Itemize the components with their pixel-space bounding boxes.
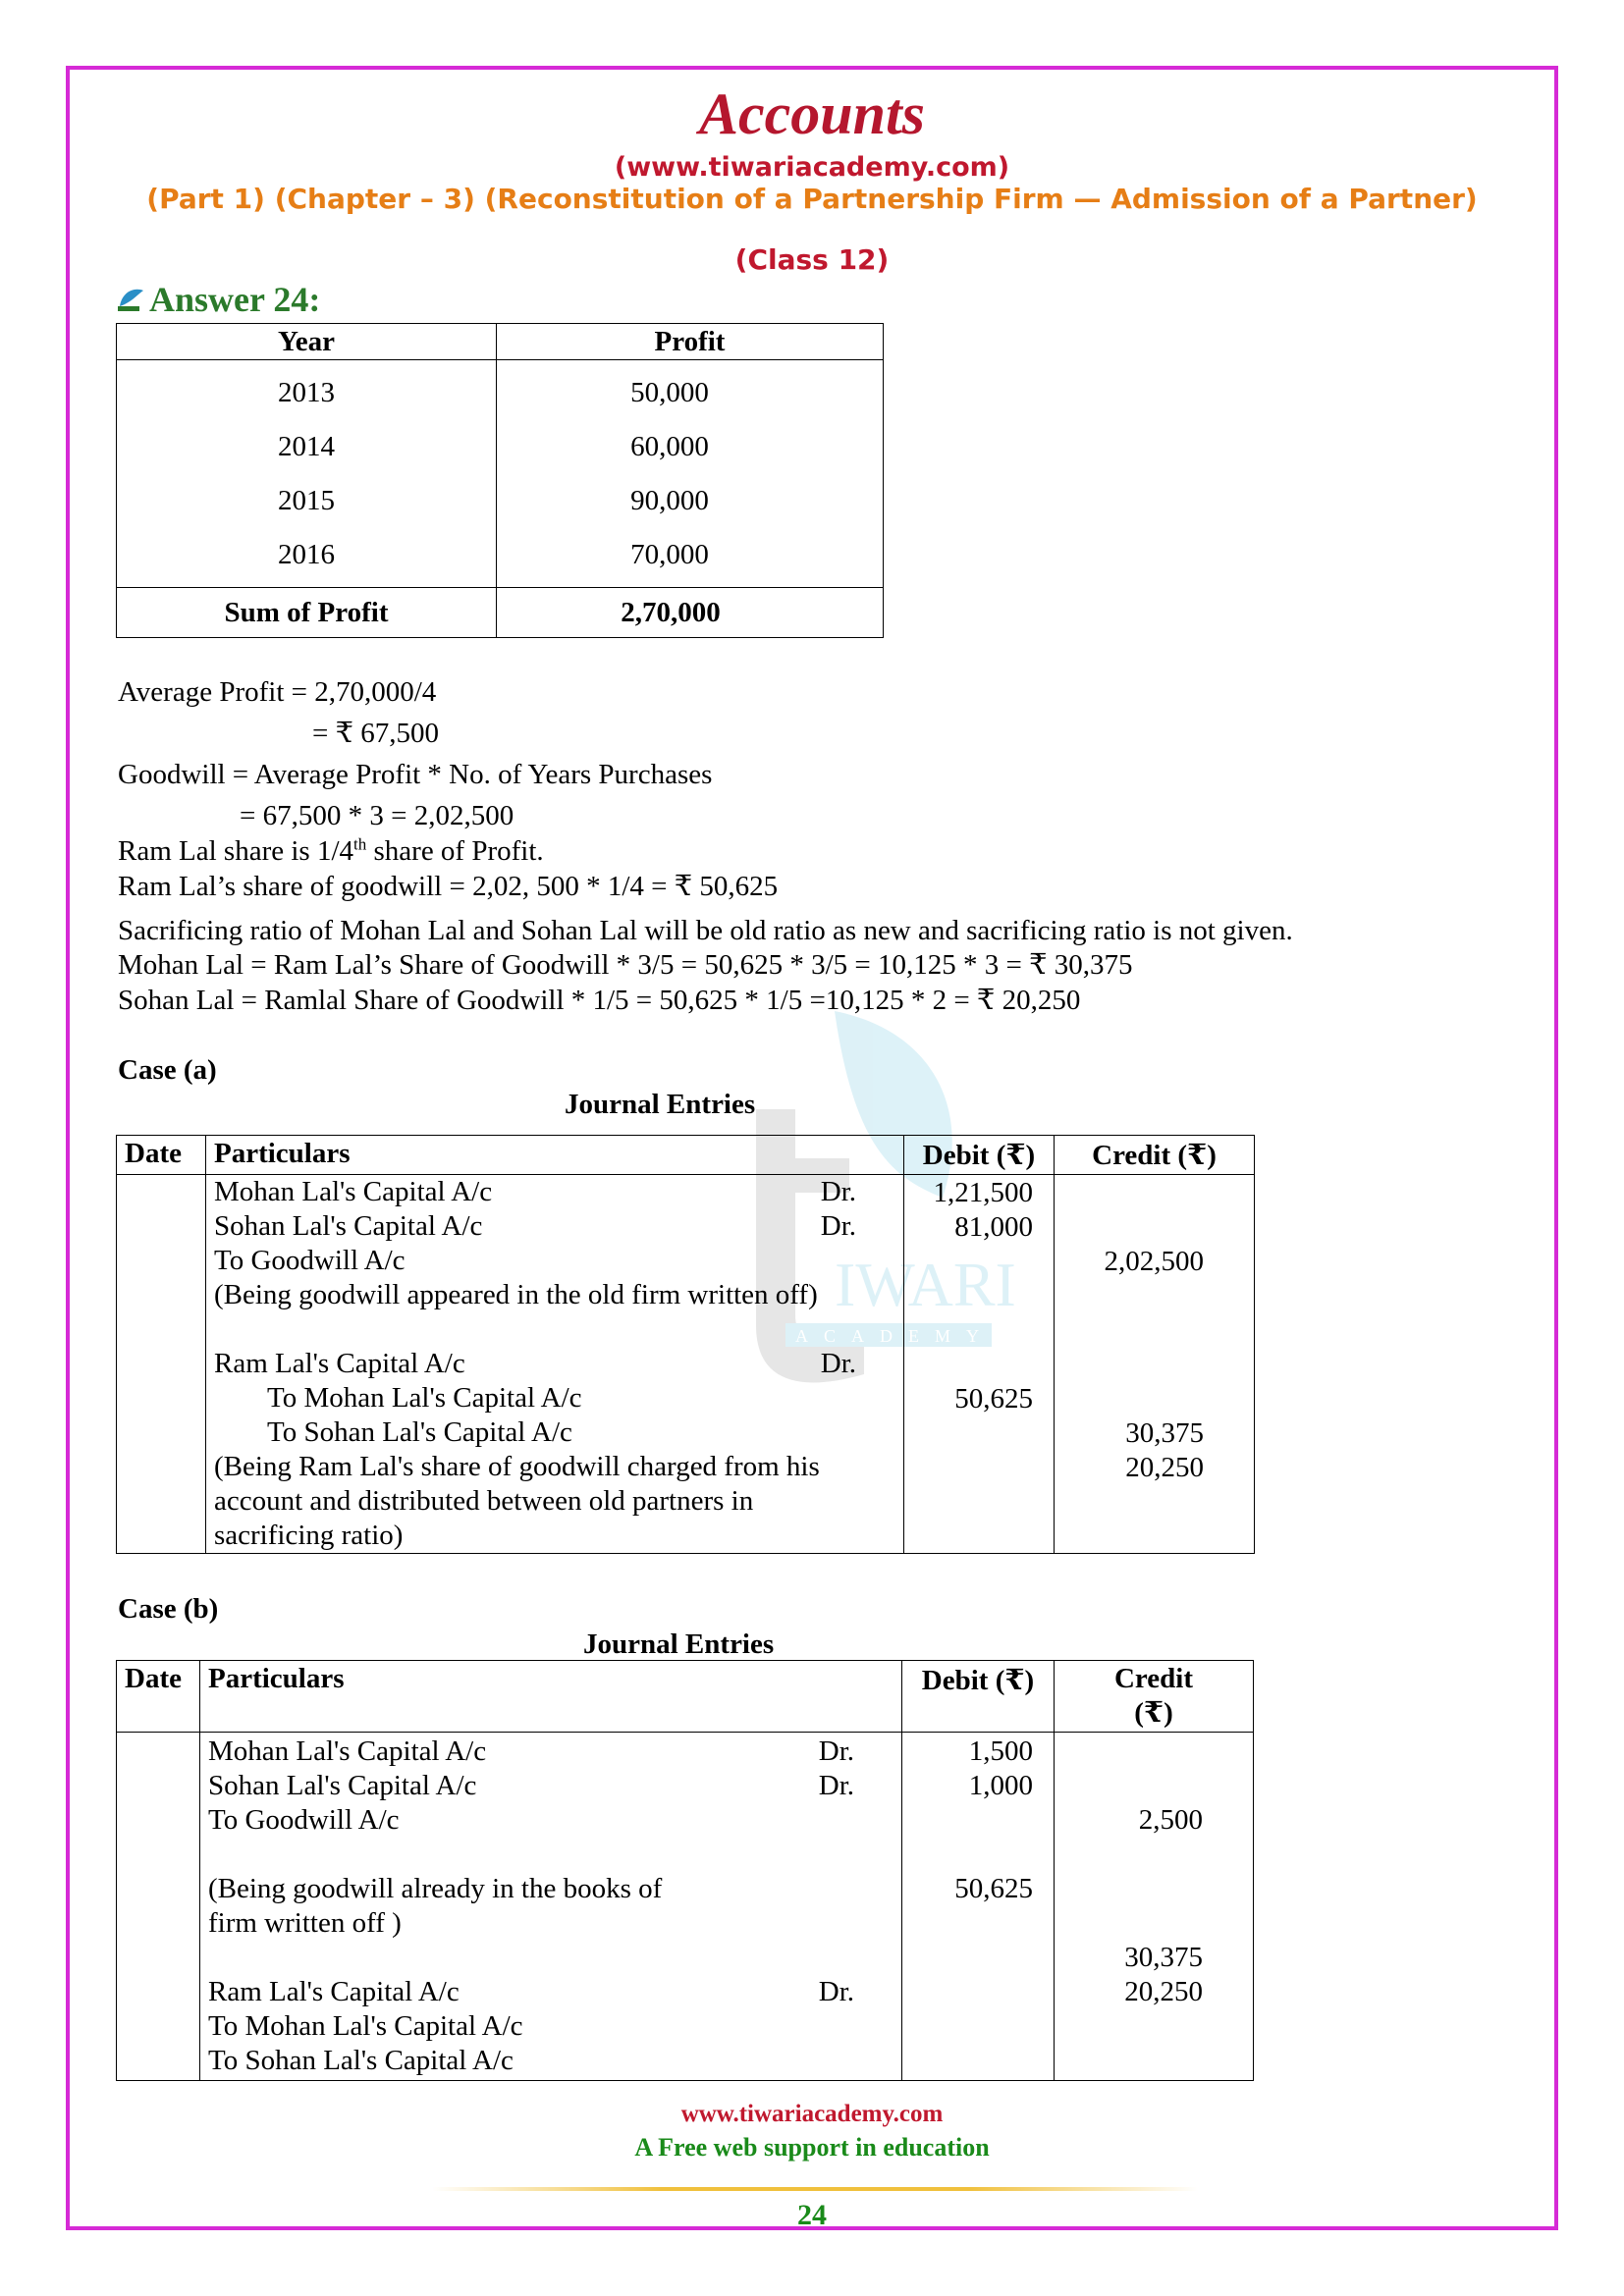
sum-label: Sum of Profit bbox=[117, 588, 497, 638]
debit-value: 1,000 bbox=[968, 1770, 1033, 1801]
credit-value bbox=[1056, 1382, 1253, 1416]
entry-text: To Mohan Lal's Capital A/c bbox=[267, 1382, 582, 1414]
entry-text: To Goodwill A/c bbox=[208, 1804, 400, 1836]
debit-value bbox=[905, 1348, 1053, 1382]
entry-line bbox=[214, 1244, 895, 1278]
average-profit-result: = ₹ 67,500 bbox=[312, 718, 440, 749]
entry-line bbox=[208, 1803, 893, 1838]
entry-line bbox=[214, 1381, 895, 1415]
entry-line bbox=[214, 1312, 895, 1347]
credit-value bbox=[1056, 1348, 1253, 1382]
entry-line bbox=[214, 1415, 895, 1450]
col-credit bbox=[1055, 1661, 1254, 1733]
dr-mark: Dr. bbox=[820, 1210, 856, 1242]
dr-mark: Dr. bbox=[818, 1770, 854, 1801]
class-label: (Class 12) bbox=[734, 243, 890, 276]
goodwill-result: = 67,500 * 3 = 2,02,500 bbox=[240, 800, 514, 831]
col-credit-unit: (₹) bbox=[1134, 1697, 1173, 1729]
entry-line bbox=[208, 1838, 893, 1872]
entry-line bbox=[208, 2044, 893, 2078]
ram-share-line bbox=[118, 834, 544, 868]
credit-value bbox=[1056, 1210, 1253, 1245]
page-title: Accounts bbox=[698, 81, 926, 146]
entry-line bbox=[214, 1175, 895, 1209]
tiwari-logo-icon bbox=[116, 285, 145, 314]
col-debit: Debit (₹) bbox=[902, 1661, 1055, 1733]
entry-line bbox=[208, 1941, 893, 1975]
year-cell bbox=[117, 360, 497, 588]
credit-value: 2,500 bbox=[1138, 1804, 1203, 1836]
entry-line bbox=[208, 1872, 893, 1906]
goodwill-formula: Goodwill = Average Profit * No. of Years Purchases bbox=[118, 759, 713, 790]
entry-text: account and distributed between old partners in bbox=[214, 1485, 754, 1517]
credit-value bbox=[1056, 1735, 1252, 1769]
sacrificing-ratio-line: Sacrificing ratio of Mohan Lal and Sohan Lal will be old ratio as new and sacrificing ratio is not given. bbox=[118, 915, 1293, 946]
particulars-cell bbox=[200, 1733, 902, 2081]
col-date: Date bbox=[117, 1136, 206, 1175]
entry-line bbox=[214, 1278, 895, 1312]
col-date: Date bbox=[117, 1661, 200, 1733]
entry-text: Ram Lal's Capital A/c bbox=[214, 1348, 465, 1379]
credit-value: 2,02,500 bbox=[1104, 1246, 1204, 1277]
page-number: 24 bbox=[797, 2199, 827, 2231]
chapter-subtitle: (Part 1) (Chapter – 3) (Reconstitution of a Partnership Firm — Admission of a Partner) bbox=[146, 183, 1478, 215]
entry-line bbox=[214, 1519, 895, 1553]
entry-line bbox=[214, 1450, 895, 1484]
entry-text: To Goodwill A/c bbox=[214, 1245, 406, 1276]
footer-divider bbox=[432, 2187, 1198, 2191]
debit-cell bbox=[902, 1733, 1055, 2081]
credit-value bbox=[1056, 1279, 1253, 1313]
credit-value bbox=[1056, 1176, 1253, 1210]
year-value: 2013 bbox=[278, 377, 335, 408]
profit-value: 60,000 bbox=[630, 431, 709, 462]
answer-heading bbox=[116, 279, 320, 320]
ram-share-sup: th bbox=[353, 834, 367, 854]
dr-mark: Dr. bbox=[820, 1176, 856, 1207]
credit-value bbox=[1056, 1838, 1252, 1872]
col-debit: Debit (₹) bbox=[904, 1136, 1055, 1175]
debit-value: 1,21,500 bbox=[933, 1177, 1033, 1208]
entry-line bbox=[208, 2009, 893, 2044]
entry-text: sacrificing ratio) bbox=[214, 1520, 404, 1551]
journal-table-case-a bbox=[116, 1135, 1255, 1554]
credit-value: 30,375 bbox=[1125, 1417, 1204, 1449]
entry-text: firm written off ) bbox=[208, 1907, 402, 1939]
credit-value bbox=[1056, 1872, 1252, 1906]
entry-text: (Being goodwill appeared in the old firm written off) bbox=[214, 1279, 818, 1310]
year-value: 2016 bbox=[278, 539, 335, 570]
entry-line bbox=[208, 1769, 893, 1803]
entry-text: Sohan Lal's Capital A/c bbox=[214, 1210, 483, 1242]
entry-text: (Being Ram Lal's share of goodwill charged from his bbox=[214, 1451, 820, 1482]
watermark-word: IWARI bbox=[835, 1250, 1016, 1319]
entry-text: Mohan Lal's Capital A/c bbox=[208, 1735, 487, 1767]
debit-value: 50,625 bbox=[954, 1383, 1033, 1415]
header-website: (www.tiwariacademy.com) bbox=[614, 152, 1010, 183]
average-profit-line: Average Profit = 2,70,000/4 bbox=[118, 676, 437, 708]
credit-value: 20,250 bbox=[1125, 1452, 1204, 1483]
case-a-title: Journal Entries bbox=[565, 1089, 756, 1120]
ram-share-text-end: share of Profit. bbox=[366, 835, 544, 867]
mohan-share-line: Mohan Lal = Ram Lal’s Share of Goodwill * 3/5 = 50,625 * 3/5 = 10,125 * 3 = ₹ 30,375 bbox=[118, 949, 1133, 981]
profit-table bbox=[116, 323, 884, 638]
debit-value bbox=[905, 1245, 1053, 1279]
journal-table-case-b bbox=[116, 1660, 1254, 2081]
credit-value bbox=[1056, 1769, 1252, 1803]
entry-line bbox=[214, 1209, 895, 1244]
dr-mark: Dr. bbox=[818, 1976, 854, 2007]
debit-value bbox=[905, 1313, 1053, 1348]
credit-value: 30,375 bbox=[1124, 1942, 1203, 1973]
entry-text: To Mohan Lal's Capital A/c bbox=[208, 2010, 523, 2042]
dr-mark: Dr. bbox=[818, 1735, 854, 1767]
case-b-title: Journal Entries bbox=[583, 1629, 775, 1660]
year-value: 2014 bbox=[278, 431, 335, 462]
entry-line bbox=[214, 1484, 895, 1519]
case-a-label: Case (a) bbox=[118, 1054, 217, 1086]
debit-value: 50,625 bbox=[954, 1873, 1033, 1904]
col-credit-label: Credit bbox=[1113, 1663, 1193, 1694]
footer-website-link[interactable]: www.tiwariacademy.com bbox=[680, 2101, 944, 2127]
entry-line bbox=[214, 1347, 895, 1381]
entry-text: Mohan Lal's Capital A/c bbox=[214, 1176, 493, 1207]
col-particulars: Particulars bbox=[200, 1661, 902, 1733]
profit-cell bbox=[497, 360, 884, 588]
date-cell bbox=[117, 1175, 206, 1554]
entry-line bbox=[208, 1735, 893, 1769]
credit-value: 20,250 bbox=[1124, 1976, 1203, 2007]
debit-value bbox=[903, 1803, 1053, 1838]
entry-text: Ram Lal's Capital A/c bbox=[208, 1976, 460, 2007]
footer-tagline: A Free web support in education bbox=[634, 2133, 990, 2162]
sum-value: 2,70,000 bbox=[497, 588, 884, 638]
particulars-cell bbox=[206, 1175, 904, 1554]
entry-text: To Sohan Lal's Capital A/c bbox=[208, 2045, 514, 2076]
credit-cell bbox=[1055, 1733, 1254, 2081]
profit-value: 90,000 bbox=[630, 485, 709, 516]
entry-line bbox=[208, 1975, 893, 2009]
watermark-sub: ACADEMY bbox=[795, 1326, 996, 1346]
debit-value bbox=[905, 1279, 1053, 1313]
profit-header-year: Year bbox=[117, 324, 497, 360]
ram-share-text: Ram Lal share is 1/4 bbox=[118, 835, 354, 867]
credit-cell bbox=[1055, 1175, 1255, 1554]
answer-heading-text: Answer 24: bbox=[149, 280, 321, 319]
dr-mark: Dr. bbox=[820, 1348, 856, 1379]
col-particulars: Particulars bbox=[206, 1136, 904, 1175]
debit-value: 1,500 bbox=[968, 1735, 1033, 1767]
credit-value bbox=[1056, 1906, 1252, 1941]
profit-value: 50,000 bbox=[630, 377, 709, 408]
date-cell bbox=[117, 1733, 200, 2081]
entry-text: To Sohan Lal's Capital A/c bbox=[267, 1416, 572, 1448]
case-b-label: Case (b) bbox=[118, 1593, 219, 1625]
debit-cell bbox=[904, 1175, 1055, 1554]
entry-text: Sohan Lal's Capital A/c bbox=[208, 1770, 477, 1801]
year-value: 2015 bbox=[278, 485, 335, 516]
entry-text: (Being goodwill already in the books of bbox=[208, 1873, 663, 1904]
ram-goodwill-line: Ram Lal’s share of goodwill = 2,02, 500 * 1/4 = ₹ 50,625 bbox=[118, 871, 779, 902]
credit-value bbox=[1056, 1313, 1253, 1348]
debit-value: 81,000 bbox=[954, 1211, 1033, 1243]
profit-value: 70,000 bbox=[630, 539, 709, 570]
debit-value bbox=[903, 1838, 1053, 1872]
entry-line bbox=[208, 1906, 893, 1941]
col-credit: Credit (₹) bbox=[1055, 1136, 1255, 1175]
sohan-share-line: Sohan Lal = Ramlal Share of Goodwill * 1/5 = 50,625 * 1/5 =10,125 * 2 = ₹ 20,250 bbox=[118, 985, 1081, 1016]
profit-header-profit: Profit bbox=[497, 324, 884, 360]
